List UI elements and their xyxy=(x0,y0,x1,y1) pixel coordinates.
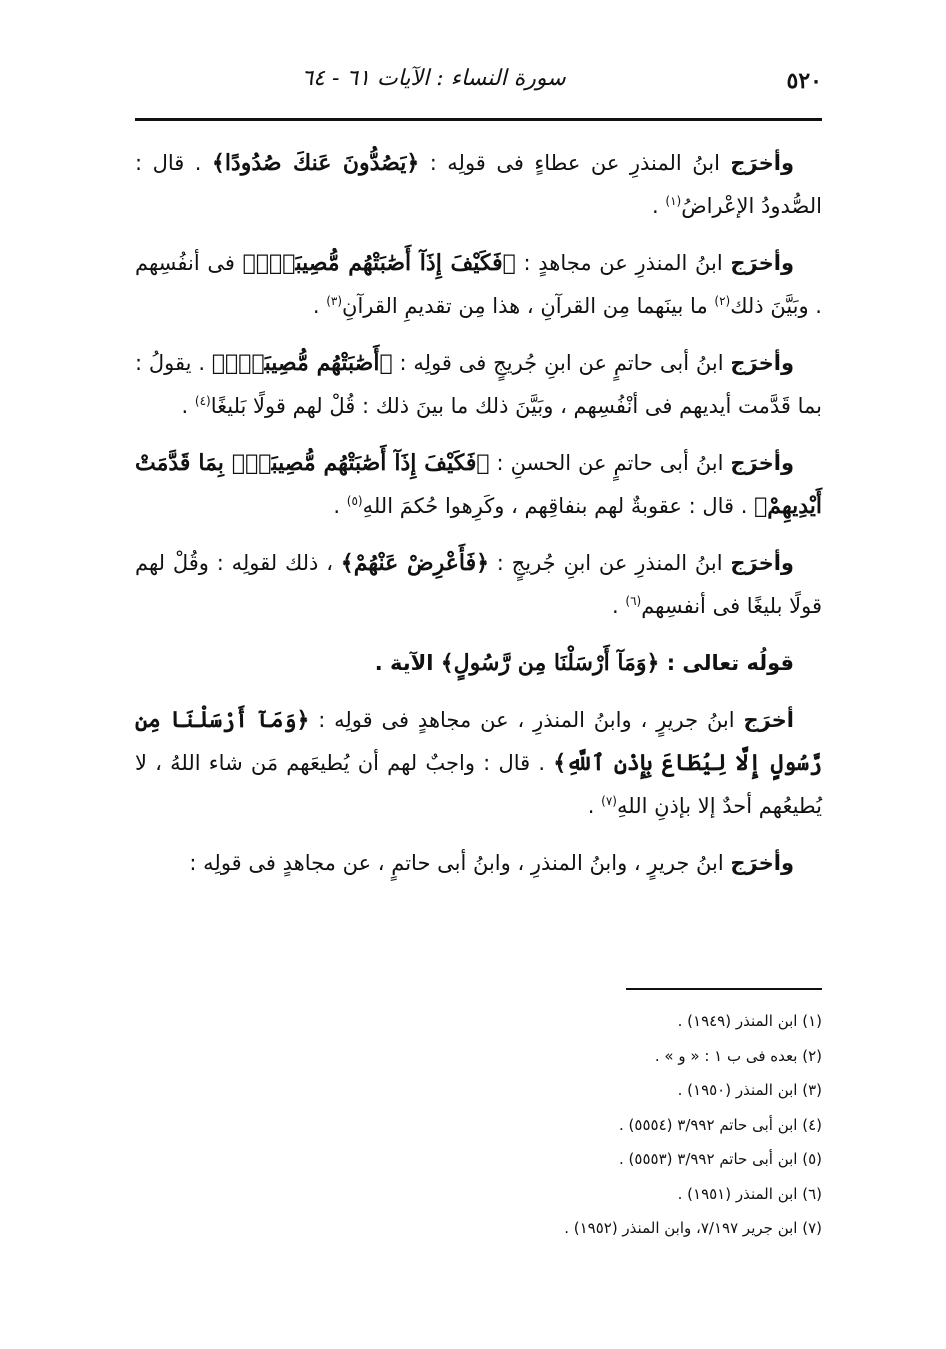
paragraph xyxy=(135,699,822,828)
paragraph-text: . قال : واجبٌ لهم أن يُطيعَهم مَن شاء اللهُ ، لا يُطيعُهم أحدٌ إلا بإذنِ اللهِ xyxy=(135,751,822,818)
footnote-ref[interactable]: (٤) xyxy=(194,394,211,408)
paragraph-text: . xyxy=(333,494,347,518)
footnote-5: (٥) ابن أبى حاتم ٣/٩٩٢ (٥٥٥٣) . xyxy=(619,1150,822,1168)
paragraph xyxy=(135,842,822,885)
paragraph-text: الآية . xyxy=(374,651,441,675)
footnote-1: (١) ابن المنذر (١٩٤٩) . xyxy=(677,1012,822,1030)
paragraph-lead: وأخرَج xyxy=(730,251,795,275)
paragraph-text: ابنُ أبى حاتمٍ عن الحسنِ : xyxy=(489,451,731,475)
paragraph-text: ابنُ جريرٍ ، وابنُ المنذرِ ، وابنُ أبى حاتمٍ ، عن مجاهدٍ فى قولِه : xyxy=(189,851,731,875)
footnote-ref[interactable]: (٢) xyxy=(714,294,731,308)
page-number: ٥٢٠ xyxy=(786,68,822,94)
paragraph-text: ما بينَهما مِن القرآنِ ، هذا مِن تقديمِ القرآنِ xyxy=(342,294,715,318)
footnote-ref[interactable]: (٦) xyxy=(625,594,642,608)
main-text xyxy=(135,142,822,899)
footnote-ref[interactable]: (٥) xyxy=(346,494,363,508)
page-header xyxy=(135,62,822,108)
footnote-3: (٣) ابن المنذر (١٩٥٠) . xyxy=(677,1081,822,1099)
paragraph-text: . xyxy=(181,394,195,418)
quran-verse: ﴿يَصُدُّونَ عَنكَ صُدُودًا﴾ xyxy=(211,150,420,176)
paragraph-text: فى أنفُسِهم . وبَيَّنَ ذلك xyxy=(135,251,822,318)
paragraph-lead: وأخرَج xyxy=(730,451,795,475)
running-head: سورة النساء : الآيات ٦١ - ٦٤ xyxy=(301,66,566,91)
header-rule xyxy=(135,118,822,121)
quran-verse: ﴿فَكَيْفَ إِذَآ أَصَٰبَتْهُم مُّصِيبَةٌۢ﴾ xyxy=(242,250,516,276)
paragraph-text: ابنُ جريرٍ ، وابنُ المنذرِ ، عن مجاهدٍ فى قولِه : xyxy=(309,708,744,732)
footnotes xyxy=(135,1004,822,1246)
paragraph-text: . قال : عقوبةٌ لهم بنفاقِهم ، وكَرِهوا حُكمَ اللهِ xyxy=(362,494,755,518)
paragraph-text: ابنُ المنذرِ عن ابنِ جُريجٍ : xyxy=(489,551,731,575)
footnote-rule xyxy=(626,988,822,990)
quran-verse: ﴿وَمَآ أَرْسَلْنَا مِن رَّسُولٍ﴾ xyxy=(440,650,660,676)
footnote-6: (٦) ابن المنذر (١٩٥١) . xyxy=(677,1184,822,1203)
paragraph-text: . xyxy=(612,594,626,618)
paragraph-text: . xyxy=(587,794,602,818)
section-heading xyxy=(135,642,822,685)
footnote-ref[interactable]: (٧) xyxy=(601,794,617,808)
footnote-2: (٢) بعده فى ب ١ : « و » . xyxy=(654,1046,822,1065)
paragraph xyxy=(135,142,822,228)
paragraph-lead: أخرَج xyxy=(743,708,794,732)
paragraph-lead: وأخرَج xyxy=(730,851,794,875)
paragraph-lead: وأخرَج xyxy=(730,151,794,175)
paragraph-text: . xyxy=(312,294,327,318)
footnote-7: (٧) ابن جرير ٧/١٩٧، وابن المنذر (١٩٥٢) . xyxy=(564,1219,822,1237)
quran-verse: ﴿أَصَٰبَتْهُم مُّصِيبَةٌۢ﴾ xyxy=(211,350,393,376)
paragraph-text: ، ذلك لقولِه : وقُلْ لهم قولًا بليغًا فى أنفسِهم xyxy=(135,551,822,618)
paragraph xyxy=(135,442,822,528)
paragraph xyxy=(135,242,822,328)
quran-verse: ﴿فَأَعْرِضْ عَنْهُمْ﴾ xyxy=(340,550,489,576)
paragraph-text: ابنُ المنذرِ عن مجاهدٍ : xyxy=(515,251,731,275)
paragraph-lead: وأخرَج xyxy=(730,351,794,375)
footnote-4: (٤) ابن أبى حاتم ٣/٩٩٢ (٥٥٥٤) . xyxy=(619,1115,822,1134)
paragraph-text: . قال : الصُّدودُ الإعْراضُ xyxy=(135,151,822,218)
quran-verse: ﴿وَمَآ أَرْسَلْنَا مِن رَّسُولٍ إِلَّا لِيُطَاعَ بِإِذْنِ ٱللَّهِ﴾ xyxy=(135,707,822,776)
footnote-ref[interactable]: (٣) xyxy=(326,294,343,308)
footnote-ref[interactable]: (١) xyxy=(665,194,682,208)
paragraph xyxy=(135,542,822,628)
paragraph-text: . يقولُ : بما قَدَّمت أيديهم فى أنْفُسِهم ، وبَيَّنَ ذلك ما بينَ ذلك : قُلْ لهم قولًا بَليغًا xyxy=(135,351,822,418)
paragraph-text: . xyxy=(652,194,666,218)
paragraph-text xyxy=(659,651,666,675)
paragraph xyxy=(135,342,822,428)
paragraph-text: ابنُ أبى حاتمٍ عن ابنِ جُريجٍ فى قولِه : xyxy=(392,351,731,375)
paragraph-text: ابنُ المنذرِ عن عطاءٍ فى قولِه : xyxy=(419,151,731,175)
paragraph-lead: وأخرَج xyxy=(730,551,794,575)
quran-verse: ﴿فَكَيْفَ إِذَآ أَصَٰبَتْهُم مُّصِيبَةٌۢ بِمَا قَدَّمَتْ أَيْدِيهِمْ﴾ xyxy=(135,450,822,519)
heading-lead: قولُه تعالى : xyxy=(666,651,794,675)
